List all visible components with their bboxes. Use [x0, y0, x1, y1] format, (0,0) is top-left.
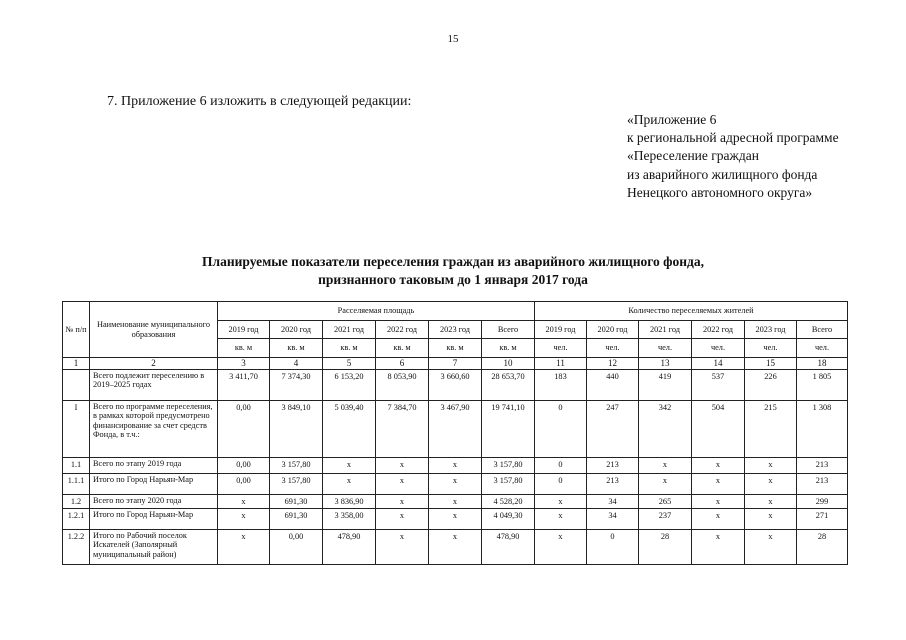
row-number-cell: 1.1: [63, 458, 90, 474]
residents-value-cell: 537: [692, 370, 745, 401]
area-value-cell: 8 053,90: [376, 370, 429, 401]
area-value-cell: х: [376, 530, 429, 565]
row-name-cell: Итого по Город Нарьян-Мар: [90, 474, 218, 495]
area-value-cell: 3 157,80: [482, 474, 535, 495]
instruction-text: 7. Приложение 6 изложить в следующей редакции:: [107, 94, 412, 109]
area-value-cell: х: [429, 530, 482, 565]
resettlement-table: [62, 301, 848, 565]
row-name-cell: Итого по Рабочий поселок Искателей (Заполярный муниципальный район): [90, 530, 218, 565]
area-value-cell: 3 411,70: [218, 370, 270, 401]
table-title-line: признанного таковым до 1 января 2017 года: [318, 272, 588, 287]
area-value-cell: 0,00: [270, 530, 323, 565]
area-value-cell: 0,00: [218, 458, 270, 474]
column-number-cell: 2: [90, 358, 218, 370]
row-number-cell: I: [63, 401, 90, 458]
header-row-groups: [63, 302, 848, 321]
row-number-cell: 1.1.1: [63, 474, 90, 495]
residents-value-cell: х: [639, 458, 692, 474]
area-value-cell: х: [218, 495, 270, 509]
table-row: [63, 530, 848, 565]
residents-value-cell: 213: [797, 458, 848, 474]
unit-header-cell: чел.: [692, 339, 745, 358]
residents-value-cell: 0: [535, 474, 587, 495]
area-value-cell: х: [376, 474, 429, 495]
year-header-cell: Всего: [797, 321, 848, 339]
column-number-cell: 18: [797, 358, 848, 370]
area-value-cell: х: [323, 458, 376, 474]
residents-value-cell: 226: [745, 370, 797, 401]
column-number-cell: 11: [535, 358, 587, 370]
area-value-cell: 3 157,80: [270, 474, 323, 495]
column-number-cell: 10: [482, 358, 535, 370]
unit-header-cell: кв. м: [270, 339, 323, 358]
appendix-line: к региональной адресной программе: [627, 130, 839, 146]
residents-value-cell: х: [745, 530, 797, 565]
area-value-cell: 478,90: [482, 530, 535, 565]
area-value-cell: 4 049,30: [482, 509, 535, 530]
area-value-cell: 7 374,30: [270, 370, 323, 401]
residents-value-cell: 213: [797, 474, 848, 495]
area-value-cell: х: [218, 509, 270, 530]
residents-value-cell: х: [639, 474, 692, 495]
header-row-col-numbers: [63, 358, 848, 370]
unit-header-cell: чел.: [797, 339, 848, 358]
appendix-line: «Приложение 6: [627, 112, 717, 127]
row-name-cell: Всего по этапу 2019 года: [90, 458, 218, 474]
table-row: [63, 458, 848, 474]
residents-value-cell: х: [535, 509, 587, 530]
residents-value-cell: 265: [639, 495, 692, 509]
area-value-cell: 28 653,70: [482, 370, 535, 401]
residents-value-cell: 215: [745, 401, 797, 458]
residents-value-cell: 237: [639, 509, 692, 530]
residents-value-cell: х: [535, 530, 587, 565]
page-number: 15: [447, 33, 459, 45]
appendix-line: из аварийного жилищного фонда: [627, 166, 818, 182]
year-header-cell: 2021 год: [639, 321, 692, 339]
area-value-cell: х: [376, 458, 429, 474]
area-value-cell: 3 849,10: [270, 401, 323, 458]
table-row: [63, 495, 848, 509]
row-name-cell: Итого по Город Нарьян-Мар: [90, 509, 218, 530]
residents-value-cell: 247: [587, 401, 639, 458]
residents-value-cell: 1 308: [797, 401, 848, 458]
row-number-cell: 1.2.1: [63, 509, 90, 530]
row-name-cell: Всего по программе переселения, в рамках которой предусмотрено финансирование за счет средств Фонда, в т.ч.:: [90, 401, 218, 458]
area-value-cell: 3 836,90: [323, 495, 376, 509]
residents-value-cell: х: [692, 530, 745, 565]
area-value-cell: 3 467,90: [429, 401, 482, 458]
residents-value-cell: 440: [587, 370, 639, 401]
table-title: [0, 253, 906, 289]
year-header-cell: 2023 год: [429, 321, 482, 339]
year-header-cell: 2022 год: [376, 321, 429, 339]
unit-header-cell: кв. м: [376, 339, 429, 358]
year-header-cell: 2019 год: [535, 321, 587, 339]
residents-value-cell: 28: [639, 530, 692, 565]
year-header-cell: 2019 год: [218, 321, 270, 339]
residents-value-cell: х: [692, 509, 745, 530]
residents-value-cell: 34: [587, 509, 639, 530]
area-value-cell: 478,90: [323, 530, 376, 565]
header-cell-area: Расселяемая площадь: [218, 302, 535, 321]
row-number-cell: [63, 370, 90, 401]
column-number-cell: 6: [376, 358, 429, 370]
residents-value-cell: х: [745, 458, 797, 474]
area-value-cell: 5 039,40: [323, 401, 376, 458]
appendix-line: Ненецкого автономного округа»: [627, 184, 813, 200]
residents-value-cell: 419: [639, 370, 692, 401]
area-value-cell: 3 358,00: [323, 509, 376, 530]
unit-header-cell: чел.: [745, 339, 797, 358]
column-number-cell: 12: [587, 358, 639, 370]
residents-value-cell: х: [745, 495, 797, 509]
unit-header-cell: чел.: [639, 339, 692, 358]
residents-value-cell: х: [692, 458, 745, 474]
year-header-cell: 2020 год: [270, 321, 323, 339]
column-number-cell: 4: [270, 358, 323, 370]
area-value-cell: 7 384,70: [376, 401, 429, 458]
table-title-line: Планируемые показатели переселения граждан из аварийного жилищного фонда,: [202, 254, 704, 269]
row-name-cell: Всего по этапу 2020 года: [90, 495, 218, 509]
column-number-cell: 13: [639, 358, 692, 370]
residents-value-cell: х: [745, 474, 797, 495]
unit-header-cell: кв. м: [482, 339, 535, 358]
column-number-cell: 5: [323, 358, 376, 370]
residents-value-cell: х: [692, 495, 745, 509]
table-row: [63, 474, 848, 495]
residents-value-cell: 213: [587, 458, 639, 474]
header-cell-no: № п/п: [63, 302, 90, 358]
year-header-cell: 2021 год: [323, 321, 376, 339]
column-number-cell: 7: [429, 358, 482, 370]
year-header-cell: 2020 год: [587, 321, 639, 339]
column-number-cell: 15: [745, 358, 797, 370]
area-value-cell: 19 741,10: [482, 401, 535, 458]
year-header-cell: 2022 год: [692, 321, 745, 339]
residents-value-cell: 1 805: [797, 370, 848, 401]
residents-value-cell: 0: [535, 458, 587, 474]
row-name-cell: Всего подлежит переселению в 2019–2025 годах: [90, 370, 218, 401]
area-value-cell: х: [429, 474, 482, 495]
area-value-cell: х: [376, 495, 429, 509]
row-number-cell: 1.2.2: [63, 530, 90, 565]
residents-value-cell: х: [535, 495, 587, 509]
residents-value-cell: 504: [692, 401, 745, 458]
residents-value-cell: 183: [535, 370, 587, 401]
residents-value-cell: х: [692, 474, 745, 495]
area-value-cell: х: [429, 509, 482, 530]
residents-value-cell: х: [745, 509, 797, 530]
column-number-cell: 3: [218, 358, 270, 370]
residents-value-cell: 0: [587, 530, 639, 565]
residents-value-cell: 0: [535, 401, 587, 458]
column-number-cell: 14: [692, 358, 745, 370]
area-value-cell: 6 153,20: [323, 370, 376, 401]
unit-header-cell: кв. м: [218, 339, 270, 358]
area-value-cell: 3 660,60: [429, 370, 482, 401]
row-number-cell: 1.2: [63, 495, 90, 509]
area-value-cell: х: [376, 509, 429, 530]
residents-value-cell: 34: [587, 495, 639, 509]
residents-value-cell: 342: [639, 401, 692, 458]
year-header-cell: Всего: [482, 321, 535, 339]
area-value-cell: х: [218, 530, 270, 565]
area-value-cell: 691,30: [270, 509, 323, 530]
header-cell-name: Наименование муниципального образования: [90, 302, 218, 358]
area-value-cell: 0,00: [218, 474, 270, 495]
appendix-header: [627, 111, 839, 202]
table-row: [63, 509, 848, 530]
residents-value-cell: 299: [797, 495, 848, 509]
area-value-cell: х: [323, 474, 376, 495]
unit-header-cell: кв. м: [429, 339, 482, 358]
table-row: [63, 401, 848, 458]
area-value-cell: х: [429, 458, 482, 474]
unit-header-cell: чел.: [535, 339, 587, 358]
area-value-cell: 0,00: [218, 401, 270, 458]
residents-value-cell: 28: [797, 530, 848, 565]
residents-value-cell: 213: [587, 474, 639, 495]
area-value-cell: 4 528,20: [482, 495, 535, 509]
column-number-cell: 1: [63, 358, 90, 370]
area-value-cell: 691,30: [270, 495, 323, 509]
unit-header-cell: кв. м: [323, 339, 376, 358]
year-header-cell: 2023 год: [745, 321, 797, 339]
appendix-line: «Переселение граждан: [627, 148, 759, 164]
area-value-cell: х: [429, 495, 482, 509]
residents-value-cell: 271: [797, 509, 848, 530]
area-value-cell: 3 157,80: [270, 458, 323, 474]
unit-header-cell: чел.: [587, 339, 639, 358]
area-value-cell: 3 157,80: [482, 458, 535, 474]
table-row: [63, 370, 848, 401]
header-cell-residents: Количество переселяемых жителей: [535, 302, 848, 321]
